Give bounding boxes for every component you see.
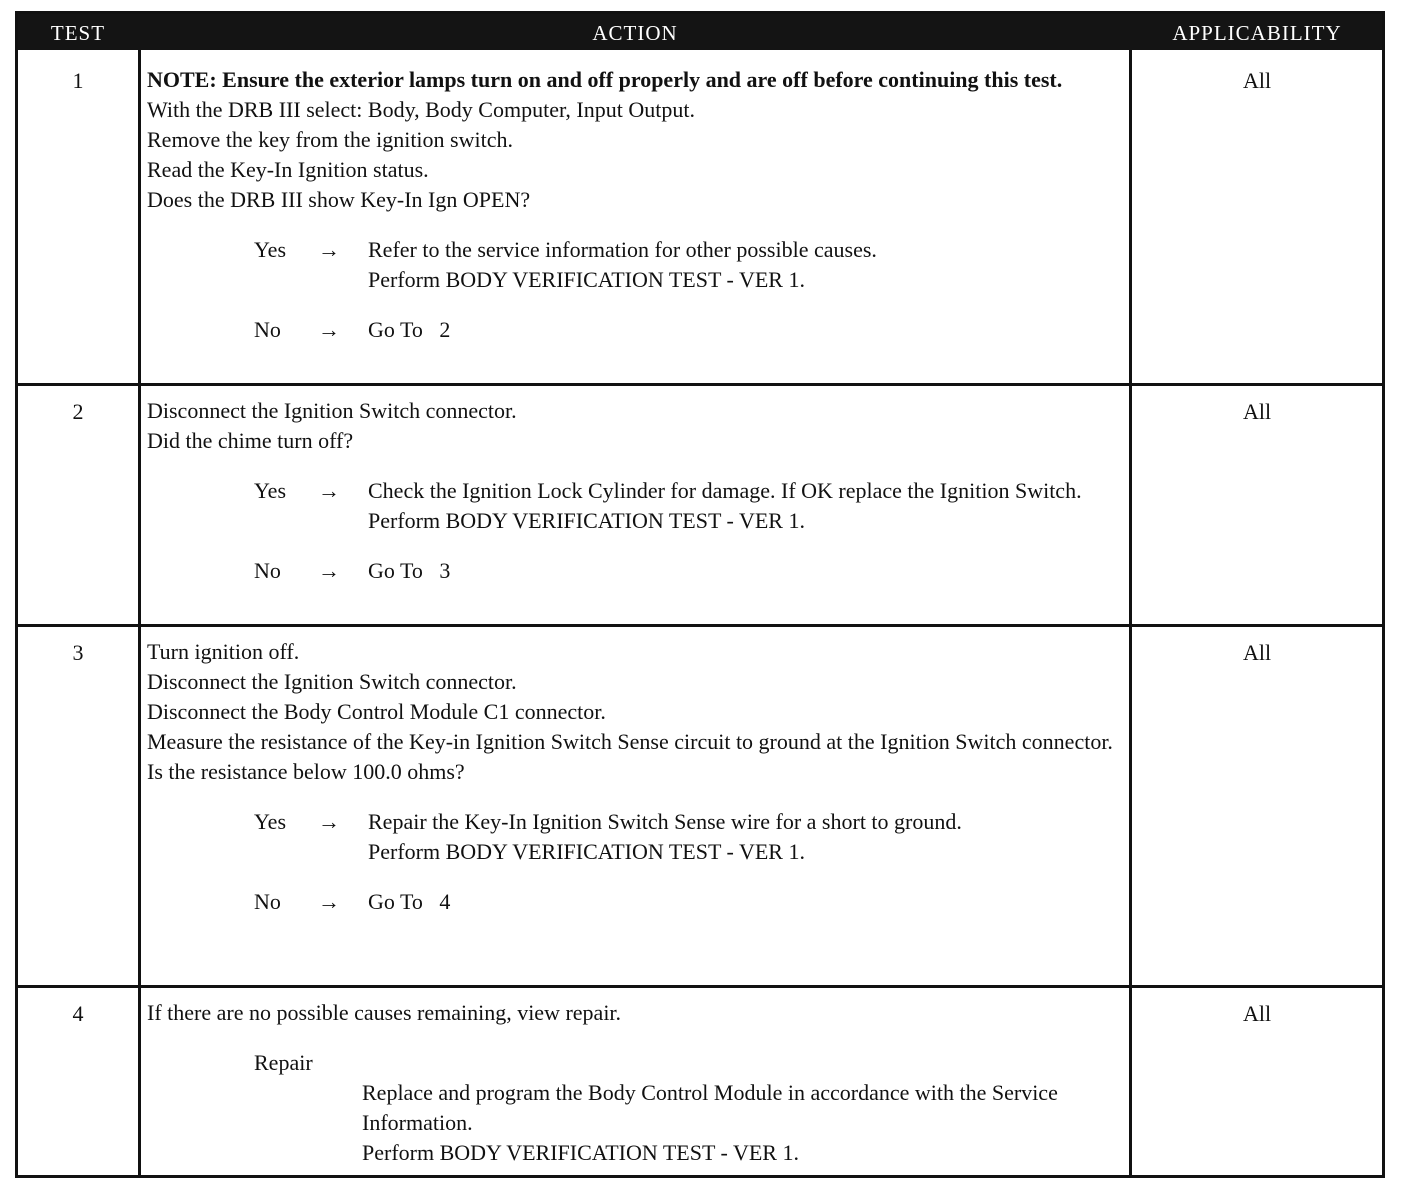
yes-branch xyxy=(147,235,1122,265)
applicability-2: All xyxy=(1242,399,1272,424)
action-cell-4 xyxy=(147,998,1122,1168)
yes-label: Yes xyxy=(254,237,287,262)
action-line: Turn ignition off. xyxy=(147,639,300,664)
arrow-icon: → xyxy=(318,237,340,262)
no-branch xyxy=(147,315,1122,345)
note-text: NOTE: Ensure the exterior lamps turn on and off properly and are off before continuing this test. xyxy=(147,67,1063,92)
repair-line: Replace and program the Body Control Module in accordance with the Service Information. xyxy=(362,1080,1058,1135)
header-test: TEST xyxy=(50,21,106,45)
action-cell-2 xyxy=(147,396,1122,586)
applicability-4: All xyxy=(1242,1001,1272,1026)
row-divider-3 xyxy=(18,985,1382,988)
table-header xyxy=(18,14,1382,50)
diagnostic-table xyxy=(15,11,1385,1178)
test-number-4: 4 xyxy=(72,1001,84,1026)
column-divider-test xyxy=(138,50,141,1175)
arrow-icon: → xyxy=(318,558,340,583)
yes-branch xyxy=(147,807,1122,867)
repair-label: Repair xyxy=(254,1050,313,1075)
header-action: ACTION xyxy=(592,21,678,45)
action-line: Disconnect the Body Control Module C1 connector. xyxy=(147,699,606,724)
no-branch xyxy=(147,887,1122,917)
repair-branch xyxy=(147,1048,1122,1078)
action-line: Read the Key-In Ignition status. xyxy=(147,157,429,182)
action-cell-3 xyxy=(147,637,1122,917)
header-applicability: APPLICABILITY xyxy=(1172,21,1342,45)
action-line: Is the resistance below 100.0 ohms? xyxy=(147,759,465,784)
action-line: Does the DRB III show Key-In Ign OPEN? xyxy=(147,187,531,212)
yes-branch xyxy=(147,476,1122,536)
action-line: Disconnect the Ignition Switch connector. xyxy=(147,669,517,694)
applicability-1: All xyxy=(1242,68,1272,93)
no-branch xyxy=(147,556,1122,586)
arrow-icon: → xyxy=(318,889,340,914)
no-label: No xyxy=(254,889,281,914)
yes-result: Perform BODY VERIFICATION TEST - VER 1. xyxy=(368,508,805,533)
test-number-2: 2 xyxy=(72,399,84,424)
action-line: Did the chime turn off? xyxy=(147,428,354,453)
yes-label: Yes xyxy=(254,809,287,834)
action-line: If there are no possible causes remaining, view repair. xyxy=(147,1000,622,1025)
yes-result: Refer to the service information for other possible causes. xyxy=(368,237,877,262)
no-label: No xyxy=(254,317,281,342)
action-cell-1 xyxy=(147,65,1122,345)
action-line: Remove the key from the ignition switch. xyxy=(147,127,513,152)
test-number-3: 3 xyxy=(72,640,84,665)
applicability-3: All xyxy=(1242,640,1272,665)
no-label: No xyxy=(254,558,281,583)
arrow-icon: → xyxy=(318,809,340,834)
row-divider-2 xyxy=(18,624,1382,627)
yes-result: Check the Ignition Lock Cylinder for damage. If OK replace the Ignition Switch. xyxy=(368,478,1082,503)
repair-line: Perform BODY VERIFICATION TEST - VER 1. xyxy=(362,1140,799,1165)
row-divider-1 xyxy=(18,383,1382,386)
yes-label: Yes xyxy=(254,478,287,503)
action-line: With the DRB III select: Body, Body Computer, Input Output. xyxy=(147,97,695,122)
arrow-icon: → xyxy=(318,478,340,503)
no-result: Go To 2 xyxy=(368,317,451,342)
test-number-1: 1 xyxy=(72,68,84,93)
yes-branch-cont xyxy=(147,265,1122,295)
action-line: Measure the resistance of the Key-in Ignition Switch Sense circuit to ground at the Ignition Switch connector. xyxy=(147,729,1113,754)
yes-result: Perform BODY VERIFICATION TEST - VER 1. xyxy=(368,267,805,292)
no-result: Go To 3 xyxy=(368,558,451,583)
yes-result: Perform BODY VERIFICATION TEST - VER 1. xyxy=(368,839,805,864)
no-result: Go To 4 xyxy=(368,889,451,914)
yes-result: Repair the Key-In Ignition Switch Sense wire for a short to ground. xyxy=(368,809,962,834)
repair-body xyxy=(147,1078,1122,1168)
arrow-icon: → xyxy=(318,317,340,342)
action-line: Disconnect the Ignition Switch connector. xyxy=(147,398,517,423)
